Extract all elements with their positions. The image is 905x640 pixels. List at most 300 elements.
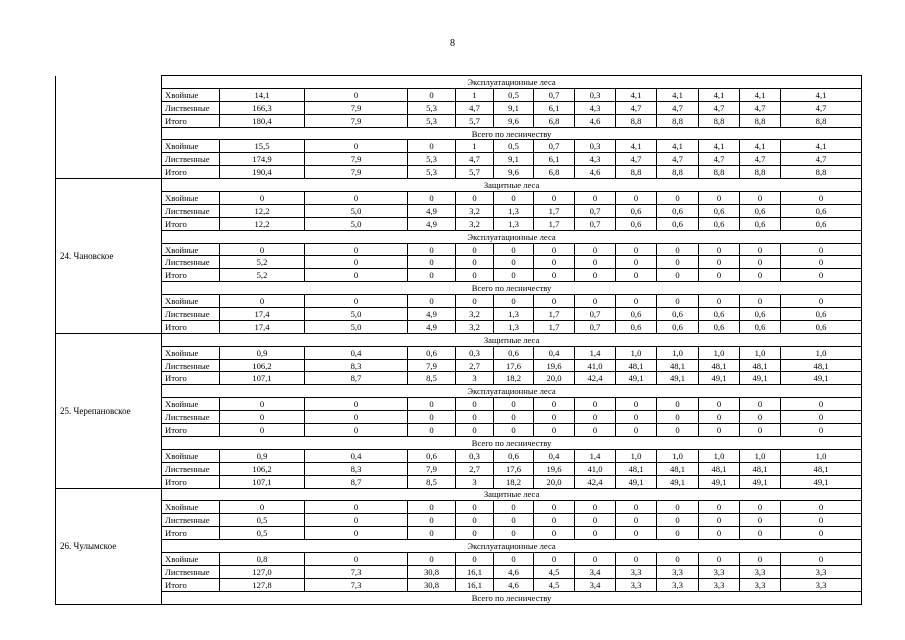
value-cell: 14,1 — [220, 88, 305, 101]
table-row — [56, 88, 862, 101]
value-cell: 6,8 — [534, 166, 575, 179]
value-cell: 0,7 — [575, 204, 616, 217]
value-cell: 0,6 — [781, 308, 862, 321]
value-cell: 0 — [534, 514, 575, 527]
value-cell: 0 — [305, 527, 408, 540]
value-cell: 0 — [699, 527, 740, 540]
value-cell: 8,5 — [408, 475, 456, 488]
value-cell: 42,4 — [575, 372, 616, 385]
value-cell: 3,2 — [456, 204, 494, 217]
value-cell: 0,5 — [220, 527, 305, 540]
species-label: Лиственные — [162, 153, 220, 166]
value-cell: 5,2 — [220, 269, 305, 282]
species-label: Итого — [162, 578, 220, 591]
species-label: Лиственные — [162, 411, 220, 424]
value-cell: 18,2 — [494, 372, 534, 385]
value-cell: 7,9 — [305, 114, 408, 127]
value-cell: 190,4 — [220, 166, 305, 179]
value-cell: 4,6 — [494, 565, 534, 578]
district-continuation — [56, 140, 162, 153]
district-name: 24. Чановское — [56, 179, 162, 334]
value-cell: 8,8 — [657, 166, 699, 179]
value-cell: 0 — [456, 243, 494, 256]
value-cell: 0 — [699, 192, 740, 205]
value-cell: 0 — [494, 501, 534, 514]
value-cell: 4,3 — [575, 101, 616, 114]
value-cell: 49,1 — [657, 372, 699, 385]
value-cell: 4,7 — [456, 153, 494, 166]
value-cell: 0 — [408, 424, 456, 437]
value-cell: 49,1 — [781, 475, 862, 488]
value-cell: 0 — [408, 256, 456, 269]
value-cell: 1,0 — [699, 449, 740, 462]
value-cell: 0,3 — [575, 88, 616, 101]
value-cell: 4,7 — [781, 153, 862, 166]
value-cell: 0 — [781, 424, 862, 437]
value-cell: 4,5 — [534, 565, 575, 578]
value-cell: 0 — [781, 192, 862, 205]
species-label: Лиственные — [162, 359, 220, 372]
value-cell: 0 — [305, 88, 408, 101]
value-cell: 0 — [740, 192, 781, 205]
value-cell: 0 — [740, 243, 781, 256]
value-cell: 42,4 — [575, 475, 616, 488]
species-label: Лиственные — [162, 308, 220, 321]
value-cell: 0 — [305, 398, 408, 411]
species-label: Хвойные — [162, 192, 220, 205]
value-cell: 0 — [494, 514, 534, 527]
value-cell: 107,1 — [220, 475, 305, 488]
species-label: Итого — [162, 527, 220, 540]
species-label: Хвойные — [162, 501, 220, 514]
value-cell: 4,1 — [616, 88, 657, 101]
species-label: Итого — [162, 269, 220, 282]
value-cell: 4,6 — [494, 578, 534, 591]
value-cell: 0 — [740, 398, 781, 411]
value-cell: 0 — [657, 256, 699, 269]
value-cell: 8,8 — [740, 166, 781, 179]
value-cell: 5,0 — [305, 217, 408, 230]
species-label: Итого — [162, 114, 220, 127]
value-cell: 3,2 — [456, 217, 494, 230]
value-cell: 1,0 — [657, 449, 699, 462]
table-row — [56, 501, 862, 514]
value-cell: 0 — [305, 256, 408, 269]
value-cell: 0 — [616, 527, 657, 540]
value-cell: 3,3 — [740, 578, 781, 591]
value-cell: 8,3 — [305, 462, 408, 475]
value-cell: 8,7 — [305, 475, 408, 488]
value-cell: 3,3 — [657, 578, 699, 591]
value-cell: 0 — [408, 411, 456, 424]
species-label: Итого — [162, 320, 220, 333]
value-cell: 4,7 — [699, 153, 740, 166]
section-header-row — [56, 333, 862, 346]
section-header-row — [56, 127, 862, 140]
species-label: Хвойные — [162, 552, 220, 565]
species-label: Лиственные — [162, 101, 220, 114]
species-label: Лиственные — [162, 462, 220, 475]
value-cell: 4,7 — [740, 153, 781, 166]
section-header: Всего по лесничеству — [162, 591, 862, 604]
value-cell: 127,8 — [220, 578, 305, 591]
species-label: Хвойные — [162, 398, 220, 411]
value-cell: 0 — [305, 552, 408, 565]
section-header: Защитные леса — [162, 488, 862, 501]
value-cell: 9,1 — [494, 101, 534, 114]
value-cell: 0 — [408, 501, 456, 514]
value-cell: 0 — [616, 411, 657, 424]
value-cell: 3,3 — [657, 565, 699, 578]
value-cell: 0,6 — [657, 204, 699, 217]
value-cell: 49,1 — [616, 372, 657, 385]
value-cell: 5,2 — [220, 256, 305, 269]
value-cell: 3,3 — [740, 565, 781, 578]
value-cell: 7,3 — [305, 565, 408, 578]
value-cell: 0 — [657, 527, 699, 540]
value-cell: 0 — [408, 527, 456, 540]
value-cell: 9,1 — [494, 153, 534, 166]
value-cell: 0,7 — [575, 320, 616, 333]
value-cell: 0,6 — [494, 346, 534, 359]
value-cell: 0,6 — [657, 320, 699, 333]
district-continuation — [56, 153, 162, 166]
value-cell: 5,3 — [408, 153, 456, 166]
value-cell: 48,1 — [657, 359, 699, 372]
value-cell: 0 — [534, 552, 575, 565]
value-cell: 0,4 — [305, 449, 408, 462]
value-cell: 0,5 — [494, 88, 534, 101]
value-cell: 0 — [408, 552, 456, 565]
section-header-row — [56, 179, 862, 192]
value-cell: 0,4 — [534, 346, 575, 359]
value-cell: 1,3 — [494, 320, 534, 333]
value-cell: 3,4 — [575, 578, 616, 591]
value-cell: 0 — [657, 411, 699, 424]
section-header-row — [56, 76, 862, 89]
value-cell: 0,3 — [575, 140, 616, 153]
value-cell: 0,6 — [657, 217, 699, 230]
value-cell: 7,9 — [305, 166, 408, 179]
value-cell: 1,0 — [781, 449, 862, 462]
table-row — [56, 514, 862, 527]
value-cell: 4,1 — [616, 140, 657, 153]
value-cell: 0 — [740, 514, 781, 527]
section-header: Всего по лесничеству — [162, 282, 862, 295]
section-header: Всего по лесничеству — [162, 127, 862, 140]
value-cell: 0 — [305, 269, 408, 282]
value-cell: 0,6 — [616, 217, 657, 230]
value-cell: 3,3 — [616, 578, 657, 591]
value-cell: 0,6 — [740, 320, 781, 333]
value-cell: 180,4 — [220, 114, 305, 127]
value-cell: 0 — [456, 398, 494, 411]
value-cell: 0 — [305, 514, 408, 527]
value-cell: 0 — [781, 527, 862, 540]
value-cell: 4,1 — [699, 88, 740, 101]
value-cell: 0,6 — [781, 320, 862, 333]
section-header-row — [56, 385, 862, 398]
value-cell: 0,6 — [616, 204, 657, 217]
value-cell: 5,3 — [408, 114, 456, 127]
table-row — [56, 475, 862, 488]
value-cell: 48,1 — [699, 462, 740, 475]
value-cell: 0 — [616, 398, 657, 411]
value-cell: 1,3 — [494, 217, 534, 230]
value-cell: 0 — [740, 527, 781, 540]
value-cell: 9,6 — [494, 114, 534, 127]
value-cell: 0 — [699, 295, 740, 308]
value-cell: 0 — [305, 501, 408, 514]
value-cell: 1,7 — [534, 320, 575, 333]
value-cell: 19,6 — [534, 359, 575, 372]
forestry-data-table — [55, 75, 862, 605]
value-cell: 2,7 — [456, 462, 494, 475]
species-label: Хвойные — [162, 295, 220, 308]
section-header-row — [56, 591, 862, 604]
value-cell: 0 — [657, 501, 699, 514]
value-cell: 0 — [699, 424, 740, 437]
value-cell: 0 — [408, 140, 456, 153]
value-cell: 4,1 — [781, 88, 862, 101]
value-cell: 0 — [220, 295, 305, 308]
value-cell: 19,6 — [534, 462, 575, 475]
value-cell: 0 — [534, 192, 575, 205]
value-cell: 3,2 — [456, 308, 494, 321]
value-cell: 6,1 — [534, 101, 575, 114]
value-cell: 4,9 — [408, 308, 456, 321]
value-cell: 0,6 — [616, 320, 657, 333]
district-continuation — [56, 166, 162, 179]
value-cell: 0 — [740, 411, 781, 424]
value-cell: 0 — [575, 501, 616, 514]
value-cell: 0 — [616, 514, 657, 527]
district-continuation — [56, 101, 162, 114]
value-cell: 4,7 — [616, 153, 657, 166]
value-cell: 0 — [699, 256, 740, 269]
value-cell: 49,1 — [781, 372, 862, 385]
value-cell: 1 — [456, 140, 494, 153]
value-cell: 3,3 — [699, 578, 740, 591]
value-cell: 8,8 — [699, 166, 740, 179]
value-cell: 30,8 — [408, 565, 456, 578]
table-row — [56, 166, 862, 179]
value-cell: 49,1 — [740, 372, 781, 385]
value-cell: 0 — [408, 243, 456, 256]
value-cell: 0 — [408, 88, 456, 101]
value-cell: 1,3 — [494, 308, 534, 321]
table-row — [56, 295, 862, 308]
value-cell: 7,9 — [408, 359, 456, 372]
species-label: Хвойные — [162, 140, 220, 153]
value-cell: 0 — [456, 256, 494, 269]
value-cell: 1,0 — [699, 346, 740, 359]
table-row — [56, 140, 862, 153]
value-cell: 4,6 — [575, 166, 616, 179]
table-row — [56, 153, 862, 166]
district-continuation — [56, 127, 162, 140]
section-header: Защитные леса — [162, 333, 862, 346]
section-header-row — [56, 436, 862, 449]
value-cell: 4,3 — [575, 153, 616, 166]
value-cell: 0 — [534, 411, 575, 424]
species-label: Хвойные — [162, 88, 220, 101]
value-cell: 0 — [305, 411, 408, 424]
value-cell: 48,1 — [781, 462, 862, 475]
value-cell: 0 — [494, 527, 534, 540]
value-cell: 0 — [740, 256, 781, 269]
value-cell: 0 — [494, 295, 534, 308]
value-cell: 0 — [408, 398, 456, 411]
value-cell: 0 — [456, 527, 494, 540]
value-cell: 4,1 — [657, 140, 699, 153]
value-cell: 0 — [740, 424, 781, 437]
value-cell: 3,3 — [699, 565, 740, 578]
value-cell: 3 — [456, 372, 494, 385]
table-row — [56, 411, 862, 424]
value-cell: 0 — [657, 398, 699, 411]
value-cell: 0 — [575, 243, 616, 256]
value-cell: 0 — [220, 398, 305, 411]
value-cell: 17,4 — [220, 308, 305, 321]
value-cell: 1,0 — [616, 449, 657, 462]
value-cell: 0 — [494, 424, 534, 437]
table-row — [56, 424, 862, 437]
table-row — [56, 565, 862, 578]
value-cell: 0 — [616, 295, 657, 308]
value-cell: 41,0 — [575, 462, 616, 475]
value-cell: 48,1 — [740, 359, 781, 372]
species-label: Хвойные — [162, 346, 220, 359]
table-row — [56, 462, 862, 475]
value-cell: 7,9 — [408, 462, 456, 475]
value-cell: 0,7 — [534, 88, 575, 101]
value-cell: 0,6 — [740, 204, 781, 217]
species-label: Итого — [162, 424, 220, 437]
value-cell: 0 — [456, 269, 494, 282]
value-cell: 0 — [657, 192, 699, 205]
value-cell: 0,7 — [534, 140, 575, 153]
table-row — [56, 217, 862, 230]
species-label: Лиственные — [162, 204, 220, 217]
section-header: Эксплуатационные леса — [162, 540, 862, 553]
value-cell: 18,2 — [494, 475, 534, 488]
value-cell: 17,6 — [494, 462, 534, 475]
value-cell: 7,9 — [305, 153, 408, 166]
value-cell: 1,3 — [494, 204, 534, 217]
species-label: Итого — [162, 166, 220, 179]
section-header: Эксплуатационные леса — [162, 76, 862, 89]
value-cell: 4,7 — [657, 101, 699, 114]
value-cell: 48,1 — [781, 359, 862, 372]
value-cell: 0 — [657, 243, 699, 256]
value-cell: 1,0 — [657, 346, 699, 359]
value-cell: 1,7 — [534, 204, 575, 217]
value-cell: 0,6 — [740, 308, 781, 321]
value-cell: 0 — [494, 243, 534, 256]
value-cell: 0,6 — [616, 308, 657, 321]
value-cell: 0 — [575, 411, 616, 424]
value-cell: 0 — [534, 501, 575, 514]
value-cell: 4,5 — [534, 578, 575, 591]
value-cell: 0 — [657, 424, 699, 437]
value-cell: 0,4 — [534, 449, 575, 462]
species-label: Лиственные — [162, 565, 220, 578]
value-cell: 0,6 — [494, 449, 534, 462]
value-cell: 0 — [699, 501, 740, 514]
value-cell: 16,1 — [456, 565, 494, 578]
value-cell: 0,5 — [494, 140, 534, 153]
value-cell: 0 — [456, 501, 494, 514]
value-cell: 5,7 — [456, 166, 494, 179]
value-cell: 8,8 — [699, 114, 740, 127]
value-cell: 0,6 — [781, 204, 862, 217]
value-cell: 0,6 — [699, 204, 740, 217]
value-cell: 0 — [575, 527, 616, 540]
value-cell: 0 — [408, 192, 456, 205]
value-cell: 166,3 — [220, 101, 305, 114]
value-cell: 8,8 — [616, 114, 657, 127]
species-label: Хвойные — [162, 243, 220, 256]
value-cell: 0 — [575, 552, 616, 565]
table-row — [56, 256, 862, 269]
table-row — [56, 308, 862, 321]
value-cell: 4,1 — [699, 140, 740, 153]
value-cell: 0,6 — [408, 449, 456, 462]
value-cell: 48,1 — [699, 359, 740, 372]
value-cell: 127,0 — [220, 565, 305, 578]
table-row — [56, 552, 862, 565]
value-cell: 4,7 — [657, 153, 699, 166]
value-cell: 0 — [699, 514, 740, 527]
value-cell: 0 — [781, 411, 862, 424]
value-cell: 0,6 — [781, 217, 862, 230]
value-cell: 4,9 — [408, 204, 456, 217]
value-cell: 0 — [220, 243, 305, 256]
value-cell: 0 — [456, 552, 494, 565]
value-cell: 0 — [494, 256, 534, 269]
table-row — [56, 398, 862, 411]
value-cell: 0 — [575, 424, 616, 437]
value-cell: 0 — [781, 256, 862, 269]
value-cell: 0 — [575, 192, 616, 205]
value-cell: 0,9 — [220, 449, 305, 462]
value-cell: 0 — [456, 192, 494, 205]
value-cell: 4,7 — [456, 101, 494, 114]
table-row — [56, 359, 862, 372]
value-cell: 7,3 — [305, 578, 408, 591]
value-cell: 0 — [781, 514, 862, 527]
value-cell: 8,8 — [657, 114, 699, 127]
value-cell: 48,1 — [616, 359, 657, 372]
value-cell: 1,0 — [740, 449, 781, 462]
value-cell: 0 — [740, 269, 781, 282]
value-cell: 0 — [456, 295, 494, 308]
value-cell: 0 — [456, 514, 494, 527]
value-cell: 0 — [781, 269, 862, 282]
value-cell: 0,5 — [220, 514, 305, 527]
value-cell: 0,6 — [408, 346, 456, 359]
value-cell: 0 — [616, 269, 657, 282]
species-label: Итого — [162, 217, 220, 230]
value-cell: 5,0 — [305, 308, 408, 321]
value-cell: 49,1 — [699, 475, 740, 488]
section-header-row — [56, 488, 862, 501]
value-cell: 8,8 — [781, 166, 862, 179]
section-header: Всего по лесничеству — [162, 436, 862, 449]
value-cell: 20,0 — [534, 372, 575, 385]
section-header-row — [56, 540, 862, 553]
